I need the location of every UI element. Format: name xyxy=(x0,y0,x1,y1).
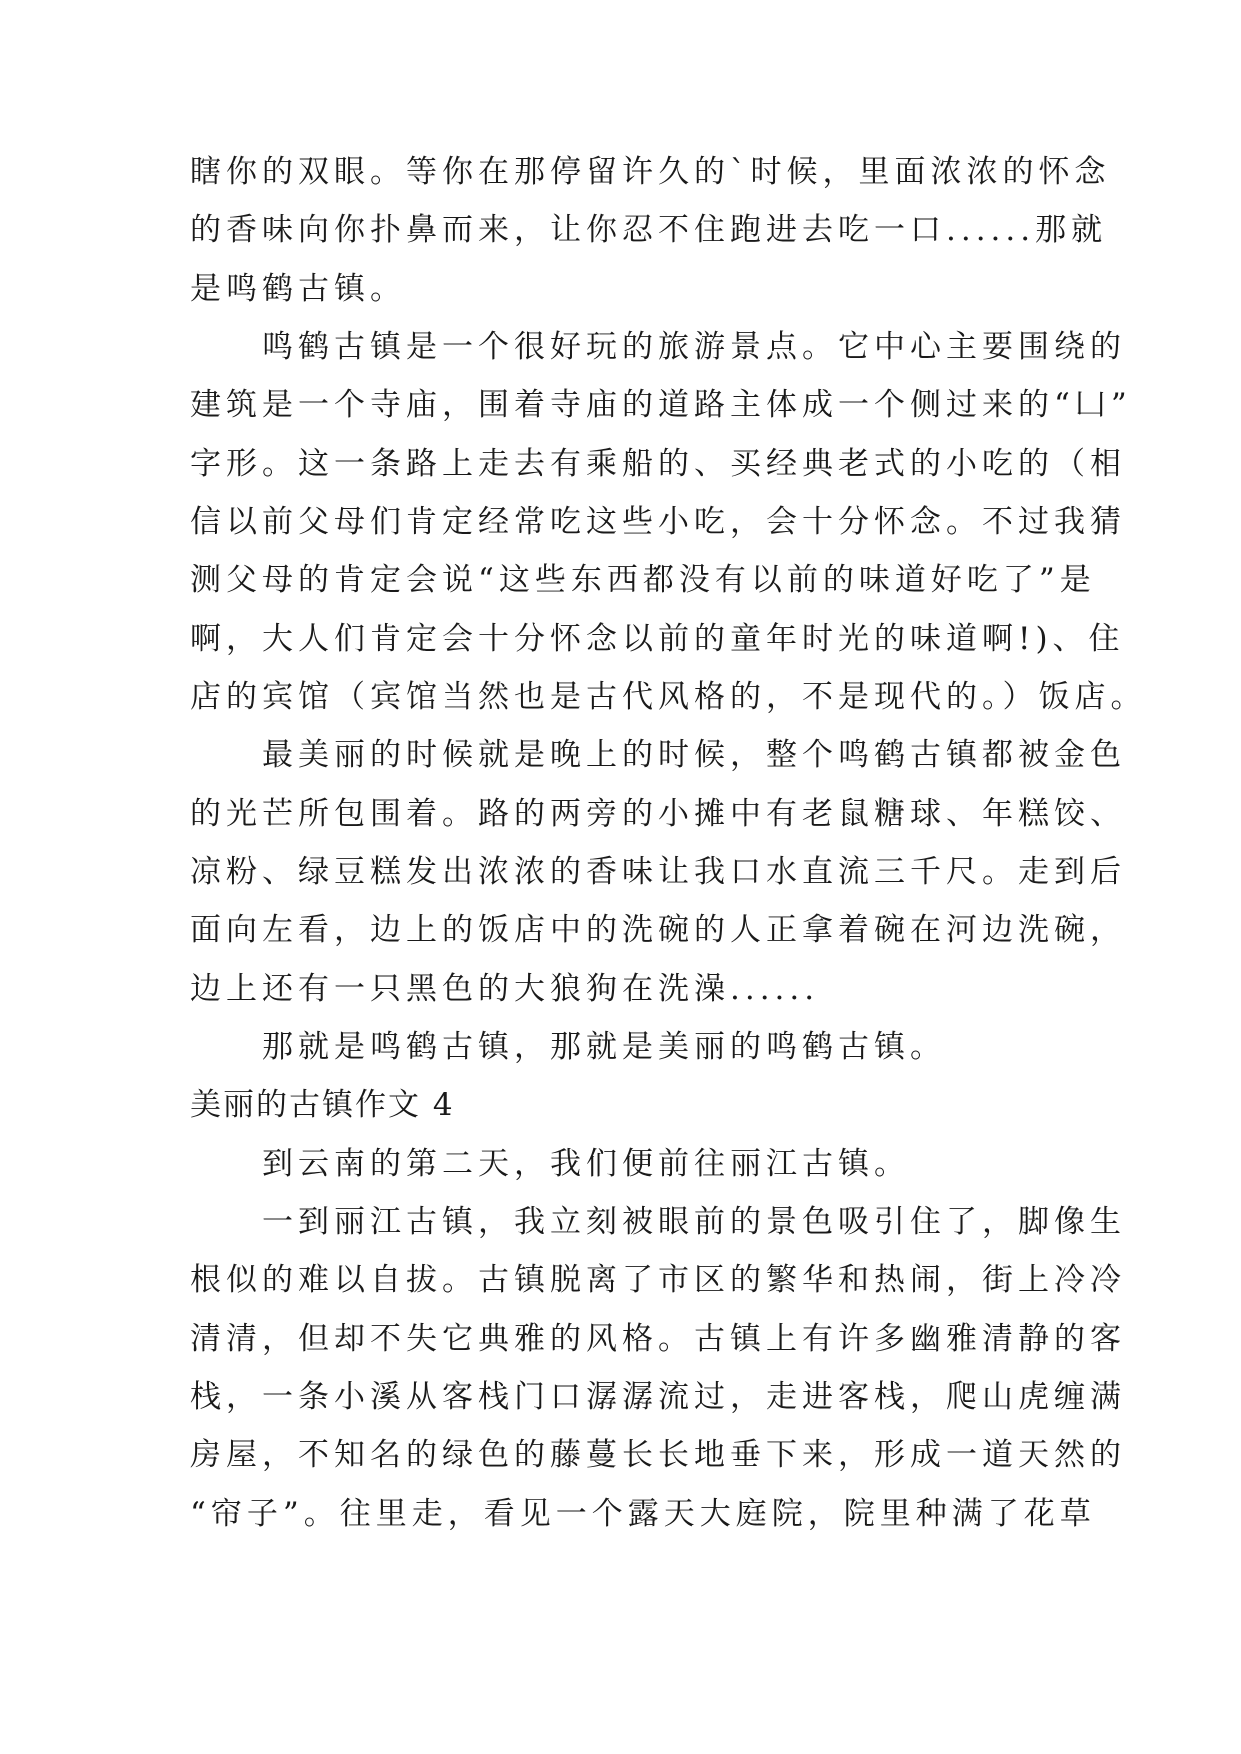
text-line: 建筑是一个寺庙，围着寺庙的道路主体成一个侧过来的“凵” xyxy=(190,387,1132,423)
paragraph-start-line: 那就是鸣鹤古镇，那就是美丽的鸣鹤古镇。 xyxy=(190,1029,946,1065)
text-line: 店的宾馆（宾馆当然也是古代风格的，不是现代的。）饭店。 xyxy=(190,679,1147,715)
text-line: 信以前父母们肯定经常吃这些小吃，会十分怀念。不过我猜 xyxy=(190,504,1126,540)
text-line: 啊，大人们肯定会十分怀念以前的童年时光的味道啊!)、住 xyxy=(190,621,1125,657)
text-line: 的光芒所包围着。路的两旁的小摊中有老鼠糖球、年糕饺、 xyxy=(190,796,1126,832)
text-line: 房屋，不知名的绿色的藤蔓长长地垂下来，形成一道天然的 xyxy=(190,1437,1126,1473)
text-line: 字形。这一条路上走去有乘船的、买经典老式的小吃的（相 xyxy=(190,446,1126,482)
text-line: 栈，一条小溪从客栈门口潺潺流过，走进客栈，爬山虎缠满 xyxy=(190,1379,1126,1415)
text-line: 测父母的肯定会说“这些东西都没有以前的味道好吃了”是 xyxy=(190,562,1096,598)
text-line: 的香味向你扑鼻而来，让你忍不住跑进去吃一口......那就 xyxy=(190,212,1108,248)
text-line: “帘子”。往里走，看见一个露天大庭院，院里种满了花草 xyxy=(190,1496,1096,1532)
paragraph-start-line: 鸣鹤古镇是一个很好玩的旅游景点。它中心主要围绕的 xyxy=(190,329,1126,365)
paragraph-start-line: 一到丽江古镇，我立刻被眼前的景色吸引住了，脚像生 xyxy=(190,1204,1126,1240)
text-line: 清清，但却不失它典雅的风格。古镇上有许多幽雅清静的客 xyxy=(190,1321,1126,1357)
text-line: 瞎你的双眼。等你在那停留许久的`时候，里面浓浓的怀念 xyxy=(190,154,1111,190)
text-line: 面向左看，边上的饭店中的洗碗的人正拿着碗在河边洗碗， xyxy=(190,912,1126,948)
text-line: 是鸣鹤古镇。 xyxy=(190,271,406,307)
text-line: 凉粉、绿豆糕发出浓浓的香味让我口水直流三千尺。走到后 xyxy=(190,854,1126,890)
text-line: 边上还有一只黑色的大狼狗在洗澡...... xyxy=(190,971,820,1007)
paragraph-start-line: 到云南的第二天，我们便前往丽江古镇。 xyxy=(190,1146,910,1182)
section-heading: 美丽的古镇作文 4 xyxy=(190,1087,455,1123)
paragraph-start-line: 最美丽的时候就是晚上的时候，整个鸣鹤古镇都被金色 xyxy=(190,737,1126,773)
text-line: 根似的难以自拔。古镇脱离了市区的繁华和热闹，街上冷冷 xyxy=(190,1262,1126,1298)
